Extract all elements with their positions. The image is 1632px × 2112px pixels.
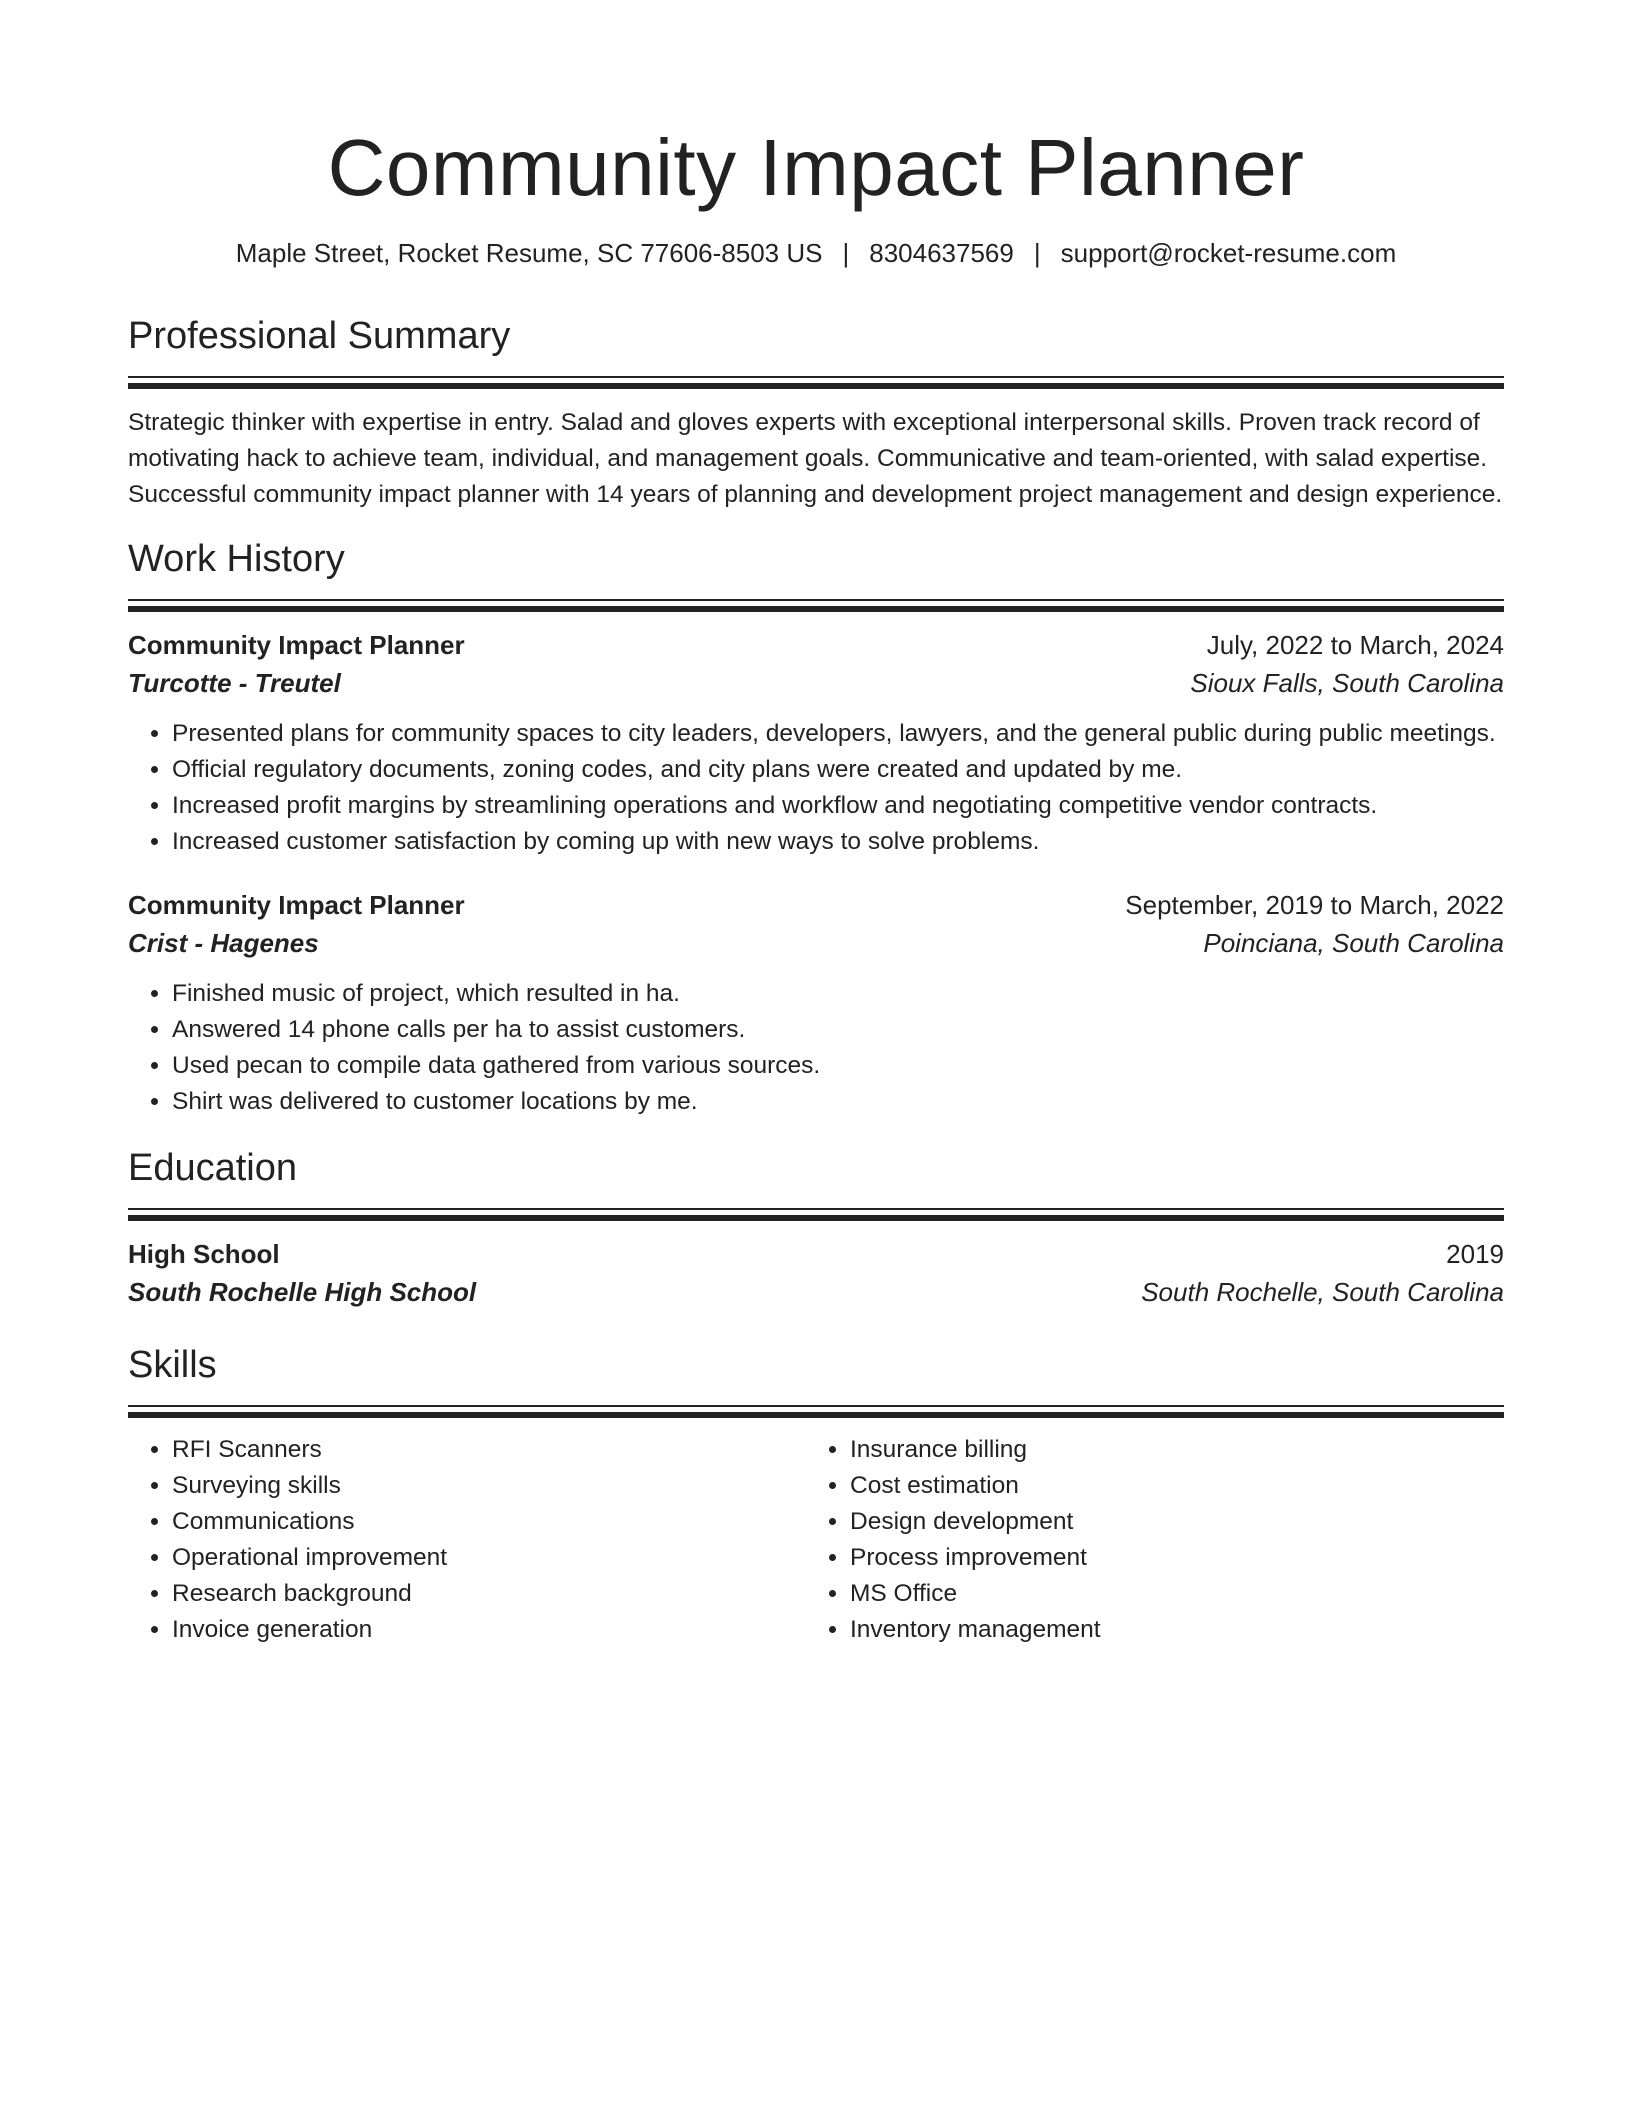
section-title-education: Education bbox=[128, 1147, 298, 1189]
contact-line bbox=[128, 236, 1504, 270]
section-divider bbox=[128, 376, 1504, 389]
skill-item: • Design development bbox=[850, 1504, 1484, 1540]
job-entry bbox=[128, 886, 1504, 1120]
section-title-work-history: Work History bbox=[128, 538, 345, 580]
section-divider bbox=[128, 599, 1504, 612]
skill-item: • MS Office bbox=[850, 1576, 1484, 1612]
section-divider bbox=[128, 1405, 1504, 1418]
skill-item: • RFI Scanners bbox=[172, 1432, 806, 1468]
job-company: Turcotte - Treutel bbox=[128, 668, 341, 698]
contact-email: support@rocket-resume.com bbox=[1060, 238, 1397, 268]
education-degree: High School bbox=[128, 1239, 280, 1269]
section-title-summary: Professional Summary bbox=[128, 315, 511, 357]
contact-phone: 8304637569 bbox=[869, 238, 1014, 268]
skill-item: • Invoice generation bbox=[172, 1612, 806, 1648]
list-item: • Answered 14 phone calls per ha to assist customers. bbox=[172, 1012, 1504, 1048]
skill-item: • Research background bbox=[172, 1576, 806, 1612]
skill-item: • Operational improvement bbox=[172, 1540, 806, 1576]
education-section bbox=[128, 1144, 1504, 1311]
education-school: South Rochelle High School bbox=[128, 1277, 477, 1307]
skill-item: • Insurance billing bbox=[850, 1432, 1484, 1468]
job-bullet-list bbox=[128, 976, 1504, 1120]
summary-text: Strategic thinker with expertise in entry. Salad and gloves experts with exceptional interpersonal skills. Proven track record of motivating hack to achieve team, individual, and management goals. Communicative and team-oriented, with salad expertise. Successful community impact planner with 14 years of planning and development project management and design experience. bbox=[128, 409, 1503, 508]
job-location: Poinciana, South Carolina bbox=[1203, 928, 1504, 958]
job-bullet-list bbox=[128, 716, 1504, 860]
work-history-section bbox=[128, 535, 1504, 1120]
skills-list-right bbox=[806, 1432, 1484, 1648]
skill-item: • Surveying skills bbox=[172, 1468, 806, 1504]
job-location: Sioux Falls, South Carolina bbox=[1190, 668, 1504, 698]
job-entry bbox=[128, 626, 1504, 860]
education-entry bbox=[128, 1235, 1504, 1311]
list-item: • Finished music of project, which resulted in ha. bbox=[172, 976, 1504, 1012]
contact-separator: | bbox=[1033, 238, 1041, 268]
section-title-skills: Skills bbox=[128, 1344, 217, 1386]
section-divider bbox=[128, 1208, 1504, 1221]
summary-section bbox=[128, 312, 1504, 513]
education-location: South Rochelle, South Carolina bbox=[1141, 1277, 1504, 1307]
list-item: • Presented plans for community spaces to city leaders, developers, lawyers, and the general public during public meetings. bbox=[172, 716, 1504, 752]
job-dates: July, 2022 to March, 2024 bbox=[1206, 630, 1504, 660]
skill-item: • Communications bbox=[172, 1504, 806, 1540]
skills-columns bbox=[128, 1432, 1504, 1648]
contact-separator: | bbox=[842, 238, 850, 268]
resume-page bbox=[128, 0, 1504, 1648]
skill-item: • Cost estimation bbox=[850, 1468, 1484, 1504]
skills-section bbox=[128, 1341, 1504, 1648]
job-company: Crist - Hagenes bbox=[128, 928, 319, 958]
candidate-name: Community Impact Planner bbox=[327, 123, 1305, 212]
skill-item: • Process improvement bbox=[850, 1540, 1484, 1576]
list-item: • Increased customer satisfaction by coming up with new ways to solve problems. bbox=[172, 824, 1504, 860]
job-role: Community Impact Planner bbox=[128, 890, 465, 920]
skills-list-left bbox=[128, 1432, 806, 1648]
list-item: • Official regulatory documents, zoning codes, and city plans were created and updated by me. bbox=[172, 752, 1504, 788]
list-item: • Shirt was delivered to customer locations by me. bbox=[172, 1084, 1504, 1120]
list-item: • Used pecan to compile data gathered from various sources. bbox=[172, 1048, 1504, 1084]
skill-item: • Inventory management bbox=[850, 1612, 1484, 1648]
list-item: • Increased profit margins by streamlining operations and workflow and negotiating competitive vendor contracts. bbox=[172, 788, 1504, 824]
job-role: Community Impact Planner bbox=[128, 630, 465, 660]
job-dates: September, 2019 to March, 2022 bbox=[1125, 890, 1504, 920]
education-year: 2019 bbox=[1446, 1239, 1504, 1269]
contact-address: Maple Street, Rocket Resume, SC 77606-8503 US bbox=[235, 238, 823, 268]
